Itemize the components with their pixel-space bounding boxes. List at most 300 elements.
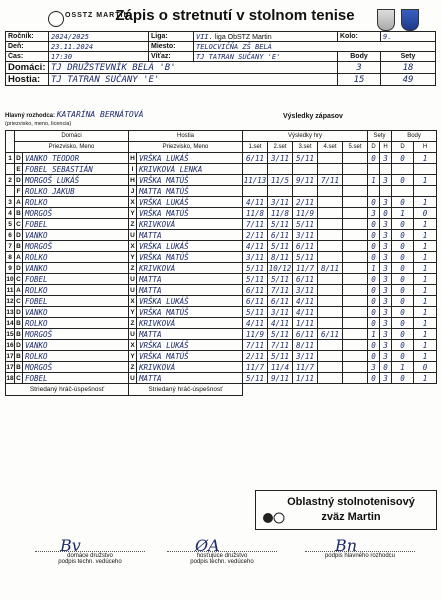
sets-away: 3 xyxy=(380,175,392,186)
sets-home: 0 xyxy=(368,241,380,252)
away-letter: X xyxy=(130,198,135,206)
points-away: 1 xyxy=(414,263,437,274)
points-home: 0 xyxy=(392,175,414,186)
sets-away: 3 xyxy=(380,197,392,208)
sets-away: 3 xyxy=(380,230,392,241)
set-1: 6/11 xyxy=(243,296,268,307)
set-3: 1/11 xyxy=(293,373,318,384)
set-4 xyxy=(318,252,343,263)
set-2: 3/11 xyxy=(268,307,293,318)
set-5 xyxy=(343,153,368,164)
home-player: ROLKO xyxy=(23,285,129,296)
points-home: 0 xyxy=(392,230,414,241)
points-away: 1 xyxy=(414,175,437,186)
away-letter: I xyxy=(129,164,137,175)
match-header: Ročník: 2024/2025 Liga: VII. liga ObSTZ Martin Kolo: 9. Deň: 23.11.2024 Miesto: TELOCVIČŇA ZŠ BELÁ Čas: 17:30 Víťaz: TJ TATRAN SUČANY 'E' Body Sety Domáci: TJ DRUŽSTEVNÍK BELÁ 'B' 3 18 Hostia: TJ TATRAN SUČANY 'E' 15 49 xyxy=(5,31,436,86)
set-4 xyxy=(318,153,343,164)
away-signature: ØA xyxy=(195,536,220,555)
points-home: 0 xyxy=(392,329,414,340)
sets-home: 0 xyxy=(368,252,380,263)
home-team: TJ DRUŽSTEVNÍK BELÁ 'B' xyxy=(49,62,338,74)
set-1: 4/11 xyxy=(243,197,268,208)
home-letter: B xyxy=(16,319,21,327)
table-row xyxy=(6,296,437,307)
sets-home: 0 xyxy=(368,197,380,208)
set-2: 11/8 xyxy=(268,208,293,219)
col-home: Domáci xyxy=(15,131,129,142)
home-letter: C xyxy=(16,374,21,382)
set-4 xyxy=(318,219,343,230)
away-letter: Y xyxy=(130,352,135,360)
substitute-home: Striedaný hráč-úspešnosť xyxy=(6,384,129,396)
home-letter: A xyxy=(16,253,21,261)
away-player: MATTA xyxy=(137,274,243,285)
set-1: 11/8 xyxy=(243,208,268,219)
sets-away: 3 xyxy=(380,307,392,318)
set-1: 6/11 xyxy=(243,153,268,164)
set-4 xyxy=(318,285,343,296)
points-home: 0 xyxy=(392,197,414,208)
sets-home: 0 xyxy=(368,373,380,384)
set-4 xyxy=(318,230,343,241)
home-player: ROLKO xyxy=(23,351,129,362)
set-4 xyxy=(318,197,343,208)
match-number: 5 xyxy=(6,219,15,230)
points-home: 0 xyxy=(392,241,414,252)
col-sets: Sety xyxy=(368,131,392,142)
sets-home: 0 xyxy=(368,318,380,329)
match-number: 11 xyxy=(6,286,14,294)
set-2: 4/11 xyxy=(268,318,293,329)
ping-pong-logo-icon xyxy=(48,11,64,27)
home-player: VANKO xyxy=(23,307,129,318)
set-1: 2/11 xyxy=(243,230,268,241)
set-4 xyxy=(318,351,343,362)
sets-away: 3 xyxy=(380,340,392,351)
set-2: 5/11 xyxy=(268,274,293,285)
referee-name: KATARÍNA BERNÁTOVÁ xyxy=(56,110,144,119)
set-3: 11/7 xyxy=(293,362,318,373)
home-letter: D xyxy=(16,154,21,162)
set-3: 11/9 xyxy=(293,208,318,219)
points-home: 0 xyxy=(392,351,414,362)
sets-home: 0 xyxy=(368,230,380,241)
home-player: FOBEL xyxy=(23,373,129,384)
match-number: 10 xyxy=(6,275,14,283)
points-home: 0 xyxy=(392,263,414,274)
away-letter: Y xyxy=(130,209,135,217)
away-player: KRIVKOVÁ xyxy=(137,263,243,274)
set-2: 6/11 xyxy=(268,230,293,241)
table-row xyxy=(6,285,437,296)
referee-subtitle: (priezvisko, meno, licencia) xyxy=(5,121,72,127)
set-3: 5/11 xyxy=(293,252,318,263)
match-number xyxy=(6,164,15,175)
set-1: 5/11 xyxy=(243,263,268,274)
match-number: 12 xyxy=(6,297,14,305)
points-away: 1 xyxy=(414,241,437,252)
away-letter: X xyxy=(130,242,135,250)
home-letter: B xyxy=(16,352,21,360)
table-row xyxy=(6,274,437,285)
home-player: VANKO xyxy=(23,340,129,351)
set-1: 7/11 xyxy=(243,340,268,351)
home-letter: D xyxy=(16,176,21,184)
points-away: 0 xyxy=(414,362,437,373)
set-5 xyxy=(343,241,368,252)
table-row xyxy=(6,230,437,241)
points-away: 1 xyxy=(414,307,437,318)
set-5 xyxy=(343,252,368,263)
match-number: 4 xyxy=(6,208,15,219)
set-2: 7/11 xyxy=(268,340,293,351)
sets-home: 1 xyxy=(368,175,380,186)
association-stamp: Oblastný stolnotenisový zväz Martin xyxy=(255,490,437,530)
table-row xyxy=(6,263,437,274)
points-home: 0 xyxy=(392,153,414,164)
set-2: 3/11 xyxy=(268,197,293,208)
match-number: 7 xyxy=(6,241,15,252)
away-letter: H xyxy=(130,154,135,162)
set-4 xyxy=(318,318,343,329)
set-3: 3/11 xyxy=(293,285,318,296)
set-1 xyxy=(243,186,268,197)
away-letter: J xyxy=(129,186,137,197)
set-1: 4/11 xyxy=(243,318,268,329)
away-letter: Y xyxy=(130,253,135,261)
away-player: KRIVKOVÁ LENKA xyxy=(137,164,243,175)
table-row xyxy=(6,153,437,164)
points-away: 1 xyxy=(414,252,437,263)
points-away: 1 xyxy=(414,351,437,362)
table-row xyxy=(6,219,437,230)
sets-away: 3 xyxy=(380,153,392,164)
home-letter: A xyxy=(16,198,21,206)
set-4 xyxy=(318,186,343,197)
table-row xyxy=(6,164,437,175)
away-letter: X xyxy=(130,297,135,305)
home-player: MORGOŠ xyxy=(23,362,129,373)
set-2: 6/11 xyxy=(268,296,293,307)
set-5 xyxy=(343,186,368,197)
points-away: 1 xyxy=(414,340,437,351)
match-number: 13 xyxy=(6,308,14,316)
set-3: 3/11 xyxy=(293,230,318,241)
points-home: 1 xyxy=(392,208,414,219)
match-number: 16 xyxy=(6,341,14,349)
set-5 xyxy=(343,307,368,318)
table-row xyxy=(6,362,437,373)
match-number: 1 xyxy=(6,153,15,164)
round: 9. xyxy=(381,32,436,42)
home-player: ROLKO xyxy=(23,197,129,208)
set-4 xyxy=(318,241,343,252)
sets-away: 3 xyxy=(380,296,392,307)
scoresheet xyxy=(5,3,436,597)
points-away: 1 xyxy=(414,274,437,285)
points-home: 0 xyxy=(392,318,414,329)
home-player: ROLKO JAKUB xyxy=(23,186,129,197)
coat-of-arms-icon xyxy=(401,9,419,31)
set-1 xyxy=(243,164,268,175)
away-player: VRŠKA MATÚŠ xyxy=(137,208,243,219)
table-row xyxy=(6,373,437,384)
away-player: MATTA xyxy=(137,373,243,384)
home-player: VANKO xyxy=(23,230,129,241)
set-2: 11/5 xyxy=(268,175,293,186)
logo-text: OSSTZ MARTIN xyxy=(65,12,130,19)
home-player: VANKO TEODOR xyxy=(23,153,129,164)
set-5 xyxy=(343,329,368,340)
sets-away: 0 xyxy=(380,362,392,373)
away-points: 15 xyxy=(338,74,381,86)
set-1: 5/11 xyxy=(243,307,268,318)
set-4 xyxy=(318,340,343,351)
set-3: 6/11 xyxy=(293,241,318,252)
points-home: 0 xyxy=(392,340,414,351)
points-away: 1 xyxy=(414,219,437,230)
sets-home: 0 xyxy=(368,340,380,351)
away-letter: Y xyxy=(130,308,135,316)
home-sets: 18 xyxy=(381,62,436,74)
set-5 xyxy=(343,285,368,296)
home-letter: C xyxy=(16,220,21,228)
points-away: 1 xyxy=(414,329,437,340)
home-letter: D xyxy=(16,264,21,272)
away-letter: H xyxy=(130,176,135,184)
points-away: 1 xyxy=(414,296,437,307)
referee-signature: Bn xyxy=(335,536,358,555)
away-player: MATTA xyxy=(137,230,243,241)
home-player: MORGOŠ xyxy=(23,329,129,340)
away-letter: U xyxy=(130,374,135,382)
table-row xyxy=(6,241,437,252)
away-player: VRŠKA LUKÁŠ xyxy=(137,241,243,252)
sets-away: 3 xyxy=(380,241,392,252)
points-away: 0 xyxy=(414,208,437,219)
table-row xyxy=(6,186,437,197)
sets-away: 3 xyxy=(380,373,392,384)
set-2: 8/11 xyxy=(268,252,293,263)
away-letter: U xyxy=(130,286,135,294)
set-3: 9/11 xyxy=(293,175,318,186)
set-3: 2/11 xyxy=(293,197,318,208)
points-home: 0 xyxy=(392,373,414,384)
set-2: 9/11 xyxy=(268,373,293,384)
sets-home: 0 xyxy=(368,296,380,307)
sets-home xyxy=(368,164,380,175)
match-number: 17 xyxy=(6,352,14,360)
away-player: VRŠKA MATÚŠ xyxy=(137,175,243,186)
sets-home: 0 xyxy=(368,274,380,285)
set-5 xyxy=(343,318,368,329)
set-4: 7/11 xyxy=(318,175,343,186)
points-home: 0 xyxy=(392,296,414,307)
date: 23.11.2024 xyxy=(49,42,149,52)
set-3: 5/11 xyxy=(293,153,318,164)
home-player: FOBEL xyxy=(23,296,129,307)
sets-away: 3 xyxy=(380,329,392,340)
table-row xyxy=(6,318,437,329)
set-3: 6/11 xyxy=(293,329,318,340)
set-2: 5/11 xyxy=(268,329,293,340)
table-row xyxy=(6,307,437,318)
home-points: 3 xyxy=(338,62,381,74)
sets-home: 1 xyxy=(368,329,380,340)
set-1: 3/11 xyxy=(243,252,268,263)
away-letter: Z xyxy=(129,263,137,274)
set-1: 6/11 xyxy=(243,285,268,296)
set-4 xyxy=(318,296,343,307)
away-player: VRŠKA MATÚŠ xyxy=(137,307,243,318)
sets-away: 3 xyxy=(380,274,392,285)
away-player: MATTA xyxy=(137,329,243,340)
points-home xyxy=(392,186,414,197)
set-5 xyxy=(343,164,368,175)
away-player: VRŠKA MATÚŠ xyxy=(137,351,243,362)
set-1: 7/11 xyxy=(243,219,268,230)
set-2: 7/11 xyxy=(268,285,293,296)
set-2: 5/11 xyxy=(268,351,293,362)
set-4: 6/11 xyxy=(318,329,343,340)
home-letter: D xyxy=(16,308,21,316)
sets-away: 3 xyxy=(380,252,392,263)
set-3 xyxy=(293,186,318,197)
set-5 xyxy=(343,373,368,384)
home-letter: D xyxy=(16,341,21,349)
home-letter: F xyxy=(15,186,23,197)
home-letter: B xyxy=(16,330,21,338)
sets-away: 3 xyxy=(380,285,392,296)
set-4 xyxy=(318,274,343,285)
home-letter: B xyxy=(16,209,21,217)
home-player: FOBEL xyxy=(23,274,129,285)
winner: TJ TATRAN SUČANY 'E' xyxy=(194,52,338,62)
home-letter: A xyxy=(16,286,21,294)
set-3: 5/11 xyxy=(293,219,318,230)
match-number xyxy=(6,186,15,197)
set-2: 10/12 xyxy=(268,263,292,273)
set-4 xyxy=(318,164,343,175)
substitute-away: Striedaný hráč-úspešnosť xyxy=(129,384,243,396)
set-4 xyxy=(318,362,343,373)
sets-away: 3 xyxy=(380,263,392,274)
points-away: 1 xyxy=(414,197,437,208)
home-player: FOBEL SEBASTIÁN xyxy=(23,164,129,175)
home-letter: B xyxy=(16,242,21,250)
sets-home: 0 xyxy=(368,219,380,230)
set-3 xyxy=(293,164,318,175)
away-player: MATTA xyxy=(137,285,243,296)
points-away: 1 xyxy=(414,153,437,164)
table-row xyxy=(6,208,437,219)
match-number: 15 xyxy=(6,330,14,338)
away-sets: 49 xyxy=(381,74,436,86)
set-1: 2/11 xyxy=(243,351,268,362)
away-player: MATTA MATÚŠ xyxy=(137,186,243,197)
set-1: 11/7 xyxy=(243,362,268,373)
results-table: Domáci Hostia Výsledky hry Sety Body Priezvisko, Meno Priezvisko, Meno 1.set 2.set 3.set 4.set 5.set D H D H 1 D VANKO TEODOR H VRŠKA LUKÁŠ 6/11 3/11 5/11 0 3 0 1 E FOBEL SEBASTIÁN I KRIVKOVÁ LENKA 2 D MORGOŠ LUKÁŠ H VRŠKA MATÚŠ 11/13 11/5 9/11 7/11 1 3 0 1 F ROLKO JAKUB J MATTA MATÚŠ 3 A ROLKO X VRŠKA LUKÁŠ 4/11 3/11 2/11 0 3 0 1 4 B MORGOŠ Y VRŠKA MATÚŠ 11/8 11/8 11/9 3 0 1 0 5 C FOBEL Z KRIVKOVÁ 7/11 5/11 5/11 0 3 0 1 6 D VANKO U MATTA 2/11 6/11 3/11 0 3 0 1 7 B MORGOŠ X VRŠKA LUKÁŠ 4/11 5/11 6/11 0 3 0 1 8 A ROLKO Y VRŠKA MATÚŠ 3/11 8/11 5/11 0 3 0 1 9 D VANKO Z KRIVKOVÁ 5/11 10/12 11/7 8/11 1 3 0 1 10 C FOBEL U MATTA 5/11 5/11 6/11 0 3 0 1 11 A ROLKO U MATTA 6/11 7/11 3/11 0 3 0 1 12 C FOBEL X VRŠKA LUKÁŠ 6/11 6/11 4/11 0 3 0 1 13 D VANKO Y VRŠKA MATÚŠ 5/11 3/11 4/11 0 3 0 1 14 B ROLKO Z KRIVKOVÁ 4/11 4/11 1/11 0 3 0 1 15 B MORGOŠ U MATTA 11/9 5/11 6/11 6/11 1 3 0 1 16 D VANKO X VRŠKA LUKÁŠ 7/11 7/11 8/11 0 3 0 1 17 B ROLKO Y VRŠKA MATÚŠ 2/11 5/11 3/11 0 3 0 1 17 B MORGOŠ Z KRIVKOVÁ 11/7 11/4 11/7 3 0 1 0 18 C FOBEL U MATTA 5/11 9/11 1/11 0 3 0 1 Striedaný hráč-úspešnosť Striedaný hráč-úspešnosť xyxy=(5,130,437,396)
away-letter: U xyxy=(130,275,135,283)
match-number: 8 xyxy=(6,252,15,263)
col-results: Výsledky hry xyxy=(243,131,368,142)
set-1: 11/13 xyxy=(243,175,267,185)
table-row xyxy=(6,252,437,263)
set-3: 4/11 xyxy=(293,296,318,307)
points-away: 1 xyxy=(414,230,437,241)
away-player: VRŠKA MATÚŠ xyxy=(137,252,243,263)
home-letter: E xyxy=(16,165,21,173)
sets-home: 0 xyxy=(368,351,380,362)
points-home: 0 xyxy=(392,219,414,230)
points-home xyxy=(392,164,414,175)
sets-away: 0 xyxy=(380,208,392,219)
sets-home: 0 xyxy=(368,285,380,296)
col-points: Body xyxy=(392,131,437,142)
away-letter: Z xyxy=(129,219,137,230)
signature-home: domáce družstvo podpis techn. vedúceho xyxy=(35,551,145,565)
home-letter: D xyxy=(16,231,21,239)
match-number: 2 xyxy=(6,175,15,186)
page-title: Zápis o stretnutí v stolnom tenise xyxy=(115,7,355,24)
set-3: 1/11 xyxy=(293,318,318,329)
set-2: 5/11 xyxy=(268,219,293,230)
away-team: TJ TATRAN SUČANY 'E' xyxy=(49,74,338,86)
table-row xyxy=(6,197,437,208)
points-away: 1 xyxy=(414,318,437,329)
set-2: 3/11 xyxy=(268,153,293,164)
sets-home: 1 xyxy=(368,263,380,274)
match-number: 17 xyxy=(6,363,14,371)
sets-home: 0 xyxy=(368,153,380,164)
time: 17:30 xyxy=(49,52,149,62)
set-3: 3/11 xyxy=(293,351,318,362)
set-5 xyxy=(343,263,368,274)
home-letter: C xyxy=(16,297,21,305)
home-player: MORGOŠ xyxy=(23,241,129,252)
match-number: 18 xyxy=(6,374,14,382)
set-5 xyxy=(343,175,368,186)
set-4 xyxy=(318,373,343,384)
points-away xyxy=(414,164,437,175)
away-letter: U xyxy=(130,231,135,239)
match-number: 3 xyxy=(6,197,15,208)
sets-home xyxy=(368,186,380,197)
table-row xyxy=(6,329,437,340)
points-home: 0 xyxy=(392,252,414,263)
home-player: ROLKO xyxy=(23,252,129,263)
match-number: 6 xyxy=(6,230,15,241)
table-row xyxy=(6,175,437,186)
home-signature: Bv xyxy=(60,536,81,555)
home-letter: C xyxy=(16,275,21,283)
set-4 xyxy=(318,208,343,219)
points-away: 1 xyxy=(414,373,437,384)
set-1: 11/9 xyxy=(243,329,268,340)
points-home: 1 xyxy=(392,362,414,373)
away-player: KRIVKOVÁ xyxy=(137,219,243,230)
set-5 xyxy=(343,208,368,219)
set-3: 4/11 xyxy=(293,307,318,318)
set-5 xyxy=(343,340,368,351)
set-2: 11/4 xyxy=(268,362,293,373)
away-player: VRŠKA LUKÁŠ xyxy=(137,153,243,164)
home-player: ROLKO xyxy=(23,318,129,329)
away-letter: X xyxy=(130,341,135,349)
col-away: Hostia xyxy=(129,131,243,142)
sets-home: 3 xyxy=(368,362,380,373)
set-2 xyxy=(268,186,293,197)
